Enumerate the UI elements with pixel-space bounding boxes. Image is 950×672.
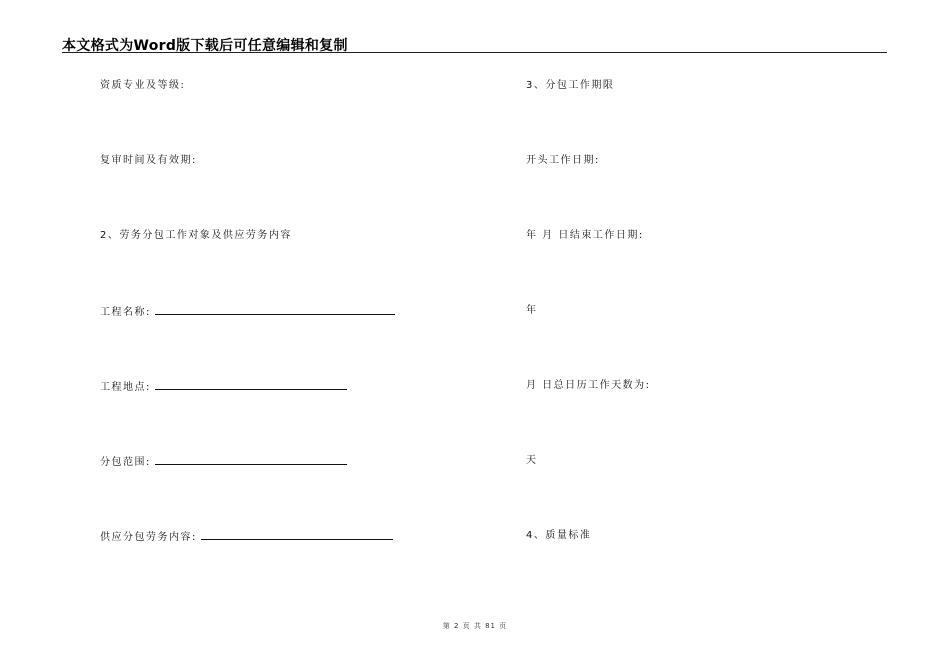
header-divider: [62, 52, 887, 53]
section-4-heading: 4、质量标准: [526, 530, 592, 541]
labor-content-row: [100, 529, 393, 545]
subcontract-scope-label: 分包范围:: [100, 457, 151, 468]
qualification-label: 资质专业及等级:: [100, 80, 186, 91]
project-name-row: [100, 304, 395, 320]
subcontract-scope-blank: [155, 454, 347, 465]
days-text: 天: [526, 455, 538, 466]
subcontract-scope-row: [100, 454, 347, 470]
project-location-label: 工程地点:: [100, 382, 151, 393]
start-date-label: 开头工作日期:: [526, 155, 600, 166]
document-header-title: 本文格式为Word版下载后可任意编辑和复制: [62, 38, 348, 54]
review-period-label: 复审时间及有效期:: [100, 155, 197, 166]
labor-content-blank: [201, 529, 393, 540]
project-name-blank: [155, 304, 395, 315]
year-text: 年: [526, 305, 538, 316]
project-location-blank: [155, 379, 347, 390]
section-3-heading: 3、分包工作期限: [526, 80, 615, 91]
end-date-label: 年 月 日结束工作日期:: [526, 230, 644, 241]
page-number-footer: 第 2 页 共 81 页: [442, 622, 508, 630]
labor-content-label: 供应分包劳务内容:: [100, 532, 197, 543]
project-location-row: [100, 379, 347, 395]
section-2-heading: 2、劳务分包工作对象及供应劳务内容: [100, 230, 292, 241]
project-name-label: 工程名称:: [100, 307, 151, 318]
total-days-label: 月 日总日历工作天数为:: [526, 380, 651, 391]
